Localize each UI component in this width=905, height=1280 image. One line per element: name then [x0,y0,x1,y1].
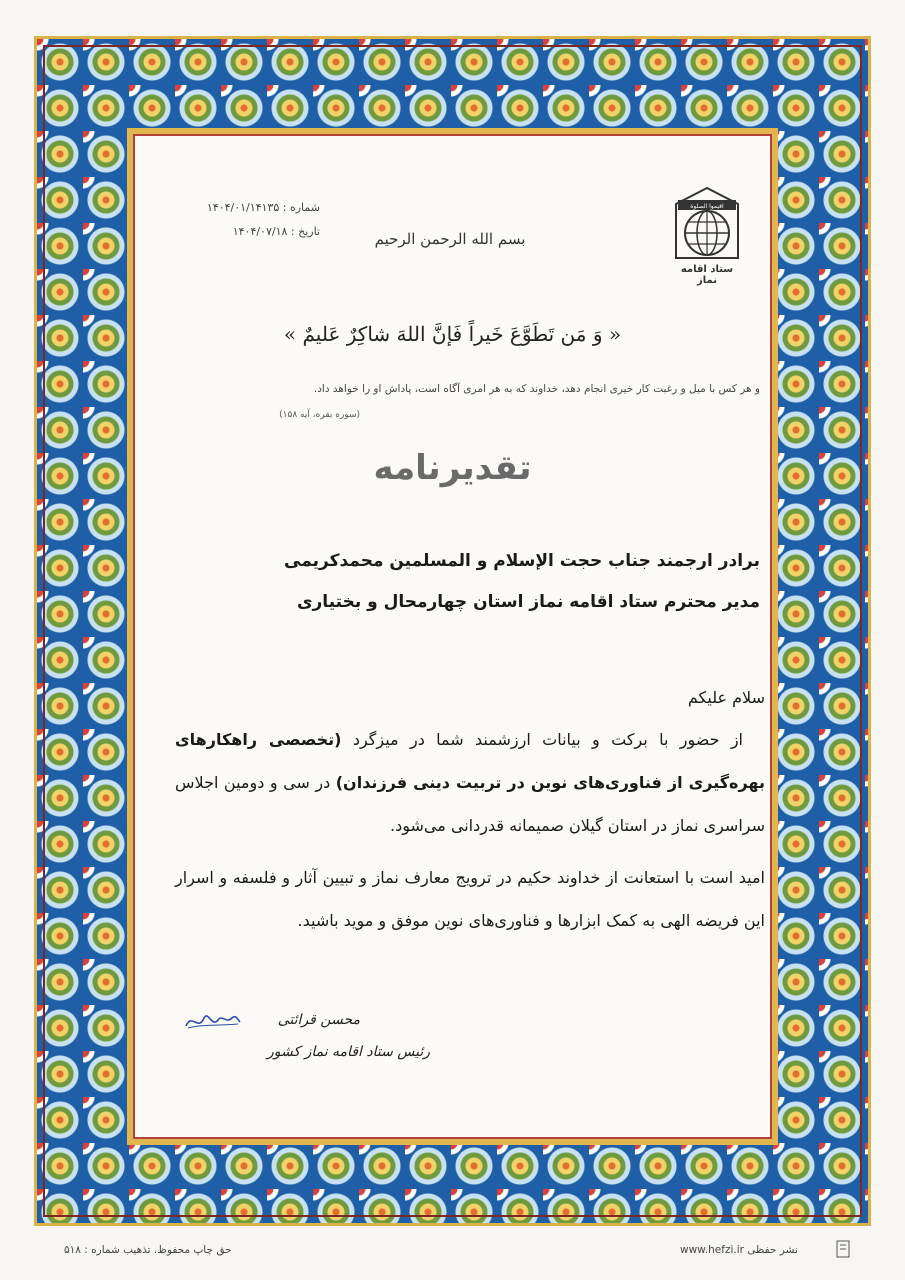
number-label: شماره : [282,201,320,214]
signatory-name: محسن قرائتی [277,1012,360,1028]
paragraph-1 [175,718,765,847]
organization-logo [672,186,742,286]
paragraph-1-start: از حضور با برکت و بیانات ارزشمند شما در میزگرد [352,730,744,749]
logo-banner: اقیموا الصلوة [690,203,724,210]
letter-date [160,220,320,244]
recipient-line-1: برادر ارجمند جناب حجت الإسلام و المسلمین محمدکریمی [284,551,760,571]
letter-number [160,196,320,220]
letter-meta [160,196,320,244]
greeting: سلام علیکم [687,688,765,707]
paragraph-1-end: در سی و دومین اجلاس سراسری نماز در استان گیلان صمیمانه قدردانی می‌شود. [175,773,765,835]
globe-logo-icon [672,186,742,266]
footer-copyright: حق چاپ محفوظ. تذهیب شماره : ۵۱۸ [64,1244,232,1256]
signatory-role: رئیس ستاد اقامه نماز کشور [266,1044,430,1060]
date-label: تاریخ : [290,225,320,238]
bismillah: بسم الله الرحمن الرحیم [374,230,526,248]
paragraph-1-topic: (تخصصی راهکارهای بهره‌گیری از فناوری‌های نوین در تربیت دینی فرزندان) [175,730,766,792]
recipient-line-2: مدیر محترم ستاد اقامه نماز استان چهارمحال و بختیاری [296,592,760,612]
publisher-logo-icon [836,1240,850,1258]
page-title: تقدیرنامه [373,448,532,488]
paragraph-2: امید است با استعانت از خداوند حکیم در ترویج معارف نماز و تبیین آثار و فلسفه و اسرار این فریضه الهی به کمک ابزارها و فناوری‌های نوین موفق و موید باشید. [175,868,765,930]
logo-caption: ستاد اقامه نماز [680,264,734,286]
verse-translation: و هر کس با میل و رغبت کار خیری انجام دهد، خداوند که به هر امری آگاه است، پاداش او را خواهد داد. [313,383,760,395]
number-value: ۱۴۰۴/۰۱/۱۴۱۳۵ [206,201,280,214]
footer-publisher: www.hefzi.ir نشر حفظی [680,1244,798,1256]
verse-reference: (سوره بقره، آیه ۱۵۸) [279,410,360,420]
quran-verse: « وَ مَن تَطَوَّعَ خَيراً فَإنَّ اللهَ شاكِرٌ عَليمٌ » [283,322,622,346]
date-value: ۱۴۰۴/۰۷/۱۸ [232,225,288,238]
